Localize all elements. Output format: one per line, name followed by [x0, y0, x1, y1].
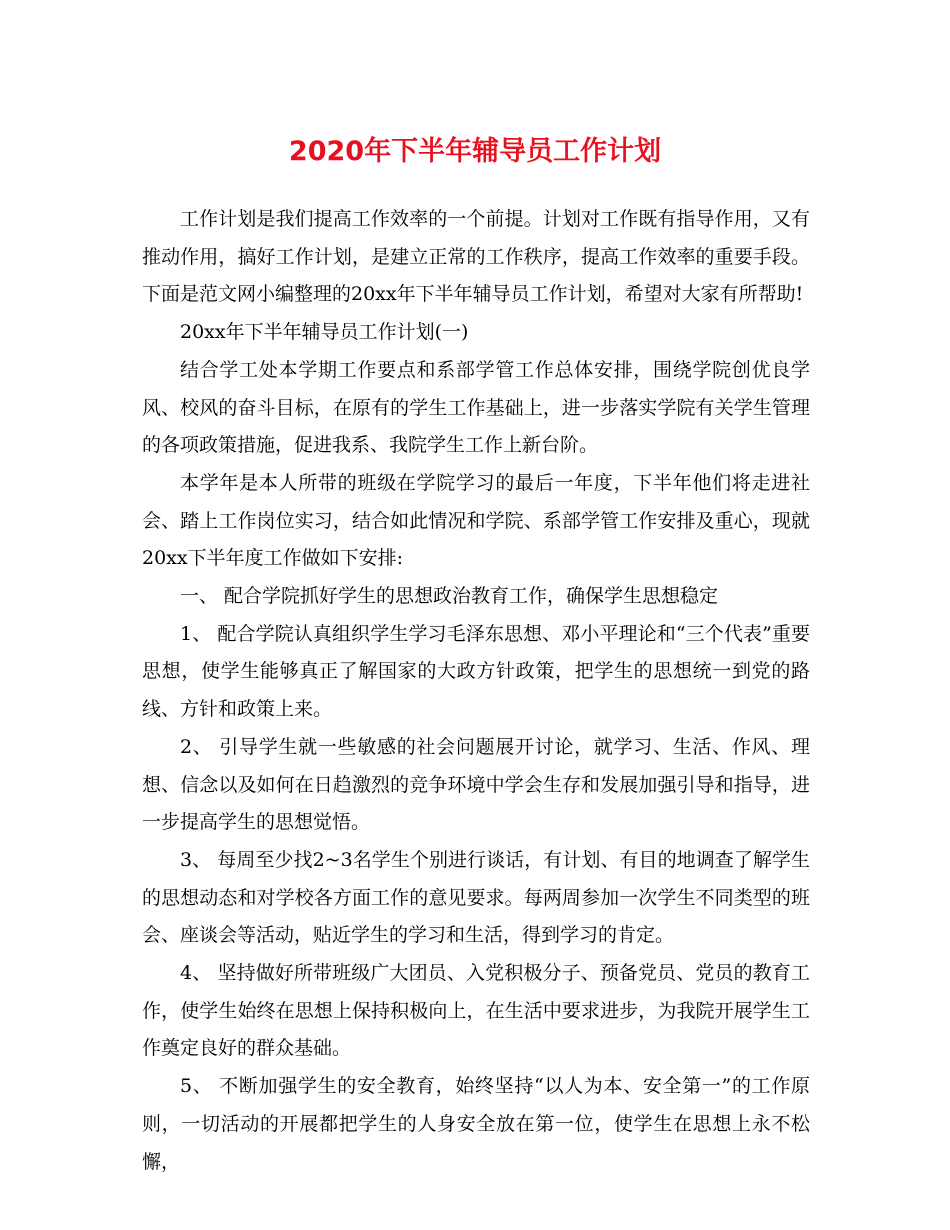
paragraph-item-5: 5、 不断加强学生的安全教育，始终坚持“以人为本、安全第一”的工作原则，一切活动的开展都把学生的人身安全放在第一位，使学生在思想上永不松懈， [142, 1075, 810, 1173]
paragraph-item-1: 1、 配合学院认真组织学生学习毛泽东思想、邓小平理论和“三个代表”重要思想，使学生能够真正了解国家的大政方针政策，把学生的思想统一到党的路线、方针和政策上来。 [142, 622, 810, 721]
paragraph-context: 本学年是本人所带的班级在学院学习的最后一年度，下半年他们将走进社会、踏上工作岗位实习，结合如此情况和学院、系部学管工作安排及重心，现就20xx下半年度工作做如下安排: [142, 471, 810, 570]
paragraph-goal: 结合学工处本学期工作要点和系部学管工作总体安排，围绕学院创优良学风、校风的奋斗目标，在原有的学生工作基础上，进一步落实学院有关学生管理的各项政策措施，促进我系、我院学生工作上新台阶。 [142, 358, 810, 457]
paragraph-section-heading: 20xx年下半年辅导员工作计划(一) [180, 321, 469, 344]
paragraph-intro: 工作计划是我们提高工作效率的一个前提。计划对工作既有指导作用，又有推动作用，搞好工作计划，是建立正常的工作秩序，提高工作效率的重要手段。下面是范文网小编整理的20xx年下半年辅导员工作计划，希望对大家有所帮助! [142, 208, 810, 306]
paragraph-point-heading-1: 一、 配合学院抓好学生的思想政治教育工作，确保学生思想稳定 [180, 585, 719, 608]
paragraph-item-4: 4、 坚持做好所带班级广大团员、入党积极分子、预备党员、党员的教育工作，使学生始终在思想上保持积极向上，在生活中要求进步，为我院开展学生工作奠定良好的群众基础。 [142, 962, 810, 1060]
paragraph-item-2: 2、 引导学生就一些敏感的社会问题展开讨论，就学习、生活、作风、理想、信念以及如何在日趋激烈的竞争环境中学会生存和发展加强引导和指导，进一步提高学生的思想觉悟。 [142, 735, 810, 834]
document-title: 2020年下半年辅导员工作计划 [288, 136, 662, 167]
document-body [142, 201, 810, 1181]
paragraph-item-3: 3、 每周至少找2~3名学生个别进行谈话，有计划、有目的地调查了解学生的思想动态和对学校各方面工作的意见要求。每两周参加一次学生不同类型的班会、座谈会等活动，贴近学生的学习和生活，得到学习的肯定。 [142, 848, 810, 947]
